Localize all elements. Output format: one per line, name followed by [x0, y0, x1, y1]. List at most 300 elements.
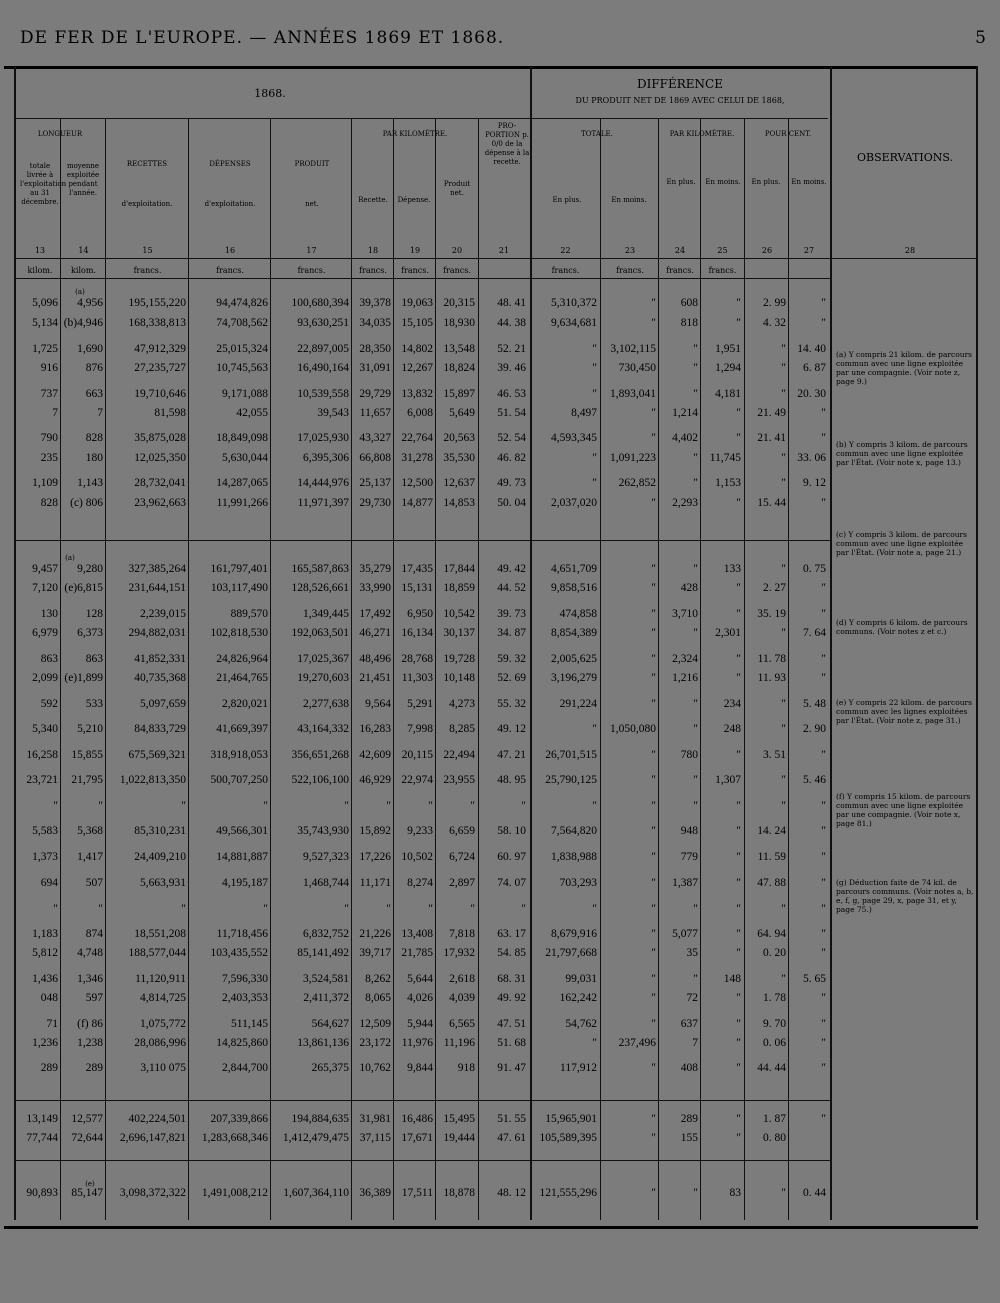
table-cell: ″	[821, 1062, 826, 1074]
table-cell: 7,998	[407, 723, 433, 735]
table-cell: 12,267	[401, 362, 433, 374]
table-cell: 1,214	[672, 407, 698, 419]
table-cell: 48. 41	[497, 297, 526, 309]
table-cell: ″	[821, 407, 826, 419]
table-cell: ″	[470, 903, 475, 915]
table-cell: 408	[680, 1062, 698, 1074]
table-cell: ″	[821, 947, 826, 959]
table-cell: 262,852	[618, 477, 656, 489]
table-cell: 4,402	[672, 432, 698, 444]
col22-heading: En plus.	[552, 196, 582, 204]
table-cell: ″	[651, 1113, 656, 1125]
table-cell: 8,274	[407, 877, 433, 889]
rule	[16, 540, 830, 541]
table-cell: 2,099	[32, 672, 58, 684]
table-cell: ″	[263, 903, 268, 915]
rule	[435, 118, 436, 1220]
table-cell: 2. 27	[763, 582, 786, 594]
rule	[270, 118, 271, 1220]
table-cell: 402,224,501	[128, 1113, 186, 1125]
table-cell: 0. 80	[763, 1132, 786, 1144]
table-cell: ″	[386, 903, 391, 915]
table-cell: ″	[821, 992, 826, 1004]
rule	[744, 118, 745, 1220]
table-cell: 31,278	[401, 452, 433, 464]
table-cell: 128,526,661	[291, 582, 349, 594]
table-cell: 77,744	[26, 1132, 58, 1144]
table-cell: 248	[723, 723, 741, 735]
table-cell: ″	[521, 800, 526, 812]
table-cell: 0. 06	[763, 1037, 786, 1049]
col17-heading-a: PRODUIT	[294, 160, 330, 168]
table-cell: 2,239,015	[140, 608, 186, 620]
table-cell: ″	[821, 800, 826, 812]
table-cell: ″	[736, 432, 741, 444]
table-cell: ″	[821, 825, 826, 837]
table-cell: ″	[651, 653, 656, 665]
table-cell: 21. 41	[757, 432, 786, 444]
table-cell: 52. 54	[497, 432, 526, 444]
table-cell: 4,039	[449, 992, 475, 1004]
table-cell: 54,762	[565, 1018, 597, 1030]
table-cell: ″	[651, 497, 656, 509]
table-cell: 43,164,332	[297, 723, 349, 735]
table-cell: ″	[651, 698, 656, 710]
table-cell: 6,373	[77, 627, 103, 639]
table-cell: 1,468,744	[303, 877, 349, 889]
table-cell: 1,075,772	[140, 1018, 186, 1030]
table-cell: 637	[680, 1018, 698, 1030]
table-cell: 165,587,863	[291, 563, 349, 575]
table-cell: 237,496	[618, 1037, 656, 1049]
table-cell: ″	[592, 903, 597, 915]
rule	[16, 278, 830, 279]
table-cell: ″	[53, 800, 58, 812]
table-cell: ″	[470, 800, 475, 812]
col18-heading: Recette.	[358, 196, 388, 204]
table-cell: ″	[693, 903, 698, 915]
table-cell: ″	[651, 928, 656, 940]
table-cell: ″	[181, 800, 186, 812]
table-cell: ″	[736, 582, 741, 594]
table-cell: 51. 54	[497, 407, 526, 419]
table-cell: 592	[40, 698, 58, 710]
table-cell: 918	[457, 1062, 475, 1074]
table-cell: ″	[736, 297, 741, 309]
table-cell: 4,181	[715, 388, 741, 400]
table-cell: ″	[781, 973, 786, 985]
rule	[830, 66, 832, 1220]
table-cell: 1,143	[77, 477, 103, 489]
table-cell: 94,474,826	[216, 297, 268, 309]
table-cell: 20,115	[401, 749, 433, 761]
table-cell: 522,106,100	[291, 774, 349, 786]
table-cell: 5,663,931	[140, 877, 186, 889]
table-cell: 66,808	[359, 452, 391, 464]
table-cell: 18,849,098	[216, 432, 268, 444]
table-cell: 9,564	[365, 698, 391, 710]
table-cell: ″	[428, 800, 433, 812]
table-cell: ″	[736, 1018, 741, 1030]
table-cell: 13,548	[443, 343, 475, 355]
table-cell: 19,728	[443, 653, 475, 665]
table-cell: 1. 78	[763, 992, 786, 1004]
table-cell: 10,148	[443, 672, 475, 684]
table-cell: 2,403,353	[222, 992, 268, 1004]
table-cell: 46. 53	[497, 388, 526, 400]
table-cell: 31,091	[359, 362, 391, 374]
column-number: 24	[674, 246, 686, 255]
table-cell: 35. 19	[757, 608, 786, 620]
table-cell: 21,451	[359, 672, 391, 684]
table-cell: ″	[651, 432, 656, 444]
table-cell: 15,892	[359, 825, 391, 837]
table-cell: 155	[680, 1132, 698, 1144]
table-cell: ″	[53, 903, 58, 915]
table-cell: 1,417	[77, 851, 103, 863]
table-cell: 17,511	[401, 1187, 433, 1199]
table-cell: ″	[386, 800, 391, 812]
unit-label: francs.	[297, 266, 326, 275]
table-cell: 1,436	[32, 973, 58, 985]
table-cell: 4,195,187	[222, 877, 268, 889]
table-cell: ″	[98, 800, 103, 812]
table-cell: ″	[651, 825, 656, 837]
rule	[351, 118, 352, 1220]
table-cell: 6,008	[407, 407, 433, 419]
column-number: 27	[803, 246, 815, 255]
table-cell: (e)6,815	[64, 582, 103, 594]
table-cell: 780	[680, 749, 698, 761]
table-cell: 90,893	[26, 1187, 58, 1199]
table-cell: 18,930	[443, 317, 475, 329]
table-cell: 8,854,389	[551, 627, 597, 639]
table-cell: 162,242	[559, 992, 597, 1004]
table-cell: ″	[736, 407, 741, 419]
table-cell: ″	[651, 749, 656, 761]
table-cell: ″	[781, 723, 786, 735]
table-cell: ″	[736, 992, 741, 1004]
par-km-heading: PAR KILOMÈTRE.	[382, 130, 448, 138]
rule	[700, 118, 701, 1220]
table-cell: ″	[592, 362, 597, 374]
table-cell: 234	[723, 698, 741, 710]
table-cell: 863	[40, 653, 58, 665]
table-cell: 85,147	[71, 1187, 103, 1199]
rule	[788, 118, 789, 1220]
table-cell: 128	[85, 608, 103, 620]
table-cell: ″	[736, 928, 741, 940]
table-cell: 16,486	[401, 1113, 433, 1125]
table-cell: 13,861,136	[297, 1037, 349, 1049]
table-cell: ″	[821, 653, 826, 665]
table-cell: ″	[651, 877, 656, 889]
table-cell: 14. 40	[797, 343, 826, 355]
table-cell: 511,145	[231, 1018, 268, 1030]
table-cell: 1,725	[32, 343, 58, 355]
table-cell: 42,609	[359, 749, 391, 761]
table-cell: ″	[181, 903, 186, 915]
table-cell: 29,729	[359, 388, 391, 400]
table-cell: 17,025,930	[297, 432, 349, 444]
table-cell: 18,824	[443, 362, 475, 374]
col15-heading-b: d'exploitation.	[121, 200, 173, 208]
table-cell: 1,236	[32, 1037, 58, 1049]
unit-label: francs.	[401, 266, 429, 275]
table-cell: 0. 75	[803, 563, 826, 575]
table-cell: ″	[428, 903, 433, 915]
table-cell: 1,307	[715, 774, 741, 786]
table-cell: 21,785	[401, 947, 433, 959]
table-cell: 180	[85, 452, 103, 464]
table-cell: ″	[693, 723, 698, 735]
table-cell: 7,596,330	[222, 973, 268, 985]
table-cell: 3,110 075	[140, 1062, 186, 1074]
col19-heading: Dépense.	[397, 196, 431, 204]
col16-heading-b: d'exploitation.	[204, 200, 256, 208]
col13-heading: totale livrée à l'exploitation au 31 décembre.	[20, 162, 67, 206]
column-number: 23	[624, 246, 636, 255]
table-cell: ″	[736, 317, 741, 329]
table-cell: 12,637	[443, 477, 475, 489]
table-cell: 22,974	[401, 774, 433, 786]
table-cell: 6,724	[449, 851, 475, 863]
table-cell: 47. 61	[497, 1132, 526, 1144]
table-cell: 876	[85, 362, 103, 374]
table-cell: ″	[821, 1018, 826, 1030]
table-cell: 48. 95	[497, 774, 526, 786]
table-cell: 5. 48	[803, 698, 826, 710]
table-cell: 474,858	[559, 608, 597, 620]
table-cell: 23,955	[443, 774, 475, 786]
table-cell: ″	[821, 297, 826, 309]
table-cell: 84,833,729	[134, 723, 186, 735]
unit-label: francs.	[708, 266, 737, 275]
table-cell: 41,669,397	[216, 723, 268, 735]
table-cell: 33,990	[359, 582, 391, 594]
rule	[16, 118, 828, 119]
table-cell: 048	[40, 992, 58, 1004]
table-cell: ″	[651, 407, 656, 419]
col20-heading: Produit net.	[443, 180, 471, 197]
table-cell: ″	[651, 1062, 656, 1074]
table-cell: 5,210	[77, 723, 103, 735]
table-cell: 2. 99	[763, 297, 786, 309]
table-cell: 779	[680, 851, 698, 863]
table-cell: 105,589,395	[539, 1132, 597, 1144]
table-cell: 14,287,065	[216, 477, 268, 489]
unit-label: francs.	[443, 266, 471, 275]
table-cell: ″	[693, 563, 698, 575]
table-cell: 46,929	[359, 774, 391, 786]
par-km2-heading: PAR KILOMÈTRE.	[669, 130, 735, 138]
table-cell: ″	[651, 627, 656, 639]
column-number: 15	[142, 246, 153, 255]
col26-heading: En plus.	[751, 178, 781, 186]
table-cell: 192,063,501	[291, 627, 349, 639]
table-cell: 1. 87	[763, 1113, 786, 1125]
table-cell: 11. 59	[757, 851, 786, 863]
table-cell: 24,409,210	[134, 851, 186, 863]
table-cell: 11,196	[443, 1037, 475, 1049]
table-cell: 16,490,164	[297, 362, 349, 374]
table-cell: 5,097,659	[140, 698, 186, 710]
table-cell: 6,395,306	[303, 452, 349, 464]
table-cell: 1,838,988	[551, 851, 597, 863]
table-cell: ″	[98, 903, 103, 915]
table-cell: 11. 78	[757, 653, 786, 665]
table-cell: 5,812	[32, 947, 58, 959]
table-cell: 3,102,115	[610, 343, 656, 355]
table-cell: ″	[693, 343, 698, 355]
rule	[16, 258, 976, 259]
table-cell: 9,527,323	[303, 851, 349, 863]
table-cell: 608	[680, 297, 698, 309]
table-cell: 35	[686, 947, 698, 959]
table-cell: 51. 55	[497, 1113, 526, 1125]
table-cell: 6,565	[449, 1018, 475, 1030]
table-cell: 597	[85, 992, 103, 1004]
unit-label: francs.	[216, 266, 244, 275]
table-cell: 30,137	[443, 627, 475, 639]
table-cell: 10,542	[443, 608, 475, 620]
table-cell: ″	[821, 1037, 826, 1049]
table-cell: 6,979	[32, 627, 58, 639]
table-cell: 34. 87	[497, 627, 526, 639]
table-cell: ″	[781, 563, 786, 575]
table-cell: 2,844,700	[222, 1062, 268, 1074]
table-cell: 33. 06	[797, 452, 826, 464]
table-cell: 21. 49	[757, 407, 786, 419]
table-cell: ″	[736, 1132, 741, 1144]
table-cell: ″	[693, 627, 698, 639]
table-cell: ″	[521, 903, 526, 915]
table-cell: 47,912,329	[134, 343, 186, 355]
table-cell: ″	[651, 903, 656, 915]
table-cell: ″	[651, 973, 656, 985]
table-cell: 13,149	[26, 1113, 58, 1125]
table-cell: 17,226	[359, 851, 391, 863]
table-cell: 564,627	[311, 1018, 349, 1030]
observation-note: (b) Y compris 3 kilom. de parcours commun avec une ligne exploitée par l'État. (Voir note x, page 13.)	[836, 440, 968, 467]
table-cell: 49. 42	[497, 563, 526, 575]
table-cell: 20,563	[443, 432, 475, 444]
table-cell: 14,802	[401, 343, 433, 355]
col14-heading: moyenne exploitée pendant l'année.	[66, 162, 100, 197]
table-cell: ″	[736, 749, 741, 761]
table-cell: 72,644	[71, 1132, 103, 1144]
observation-note: (c) Y compris 3 kilom. de parcours commun avec une ligne exploitée par l'État. (Voir note a, page 21.)	[836, 530, 967, 557]
table-cell: 59. 32	[497, 653, 526, 665]
rule	[16, 1100, 830, 1101]
col25-heading: En moins.	[705, 178, 741, 186]
table-cell: 121,555,296	[539, 1187, 597, 1199]
table-cell: 52. 69	[497, 672, 526, 684]
unit-label: francs.	[551, 266, 580, 275]
table-cell: ″	[651, 1187, 656, 1199]
observation-note: (e) Y compris 22 kilom. de parcours commun avec les lignes exploitées par l'État. (Voir note z, page 31.)	[836, 698, 972, 725]
table-cell: ″	[736, 947, 741, 959]
table-cell: 49. 12	[497, 723, 526, 735]
unit-label: francs.	[133, 266, 162, 275]
table-cell: 34,035	[359, 317, 391, 329]
table-cell: 22,494	[443, 749, 475, 761]
table-cell: 23,721	[26, 774, 58, 786]
observation-note: (a) Y compris 21 kilom. de parcours commun avec une ligne exploitée par une compagnie. (Voir note z, page 9.)	[836, 350, 973, 386]
table-cell: 48,496	[359, 653, 391, 665]
table-cell: 51. 68	[497, 1037, 526, 1049]
table-cell: 14,825,860	[216, 1037, 268, 1049]
table-cell: ″	[736, 825, 741, 837]
table-cell: 17,435	[401, 563, 433, 575]
table-cell: ″	[651, 992, 656, 1004]
table-cell: 1,050,080	[610, 723, 656, 735]
totale-heading: TOTALE.	[581, 130, 613, 138]
table-cell: ″	[736, 672, 741, 684]
table-cell: 8,285	[449, 723, 475, 735]
table-cell: 22,764	[401, 432, 433, 444]
table-cell: 2,293	[672, 497, 698, 509]
table-cell: 74. 07	[497, 877, 526, 889]
unit-label: francs.	[616, 266, 644, 275]
table-cell: 8,497	[571, 407, 597, 419]
table-cell: 790	[40, 432, 58, 444]
table-cell: ″	[781, 477, 786, 489]
table-cell: 168,338,813	[128, 317, 186, 329]
table-cell: 737	[40, 388, 58, 400]
table-cell: 47. 51	[497, 1018, 526, 1030]
table-cell: 52. 21	[497, 343, 526, 355]
table-cell: 4,026	[407, 992, 433, 1004]
column-number: 20	[451, 246, 463, 255]
table-cell: ″	[592, 388, 597, 400]
table-cell: 49. 73	[497, 477, 526, 489]
table-cell: 103,117,490	[210, 582, 268, 594]
table-cell: 889,570	[230, 608, 268, 620]
table-cell: 117,912	[560, 1062, 597, 1074]
table-cell: 11,657	[359, 407, 391, 419]
table-cell: 28,768	[401, 653, 433, 665]
table-cell: 10,745,563	[216, 362, 268, 374]
table-cell: ″	[592, 800, 597, 812]
table-cell: 85,310,231	[134, 825, 186, 837]
table-cell: 663	[85, 388, 103, 400]
table-cell: 1,607,364,110	[283, 1187, 349, 1199]
table-cell: 12,025,350	[134, 452, 186, 464]
table-cell: 31,981	[359, 1113, 391, 1125]
rule	[393, 118, 394, 1220]
table-cell: 2,324	[672, 653, 698, 665]
table-cell: ″	[651, 774, 656, 786]
table-cell: 11,991,266	[216, 497, 268, 509]
table-cell: 1,294	[715, 362, 741, 374]
table-cell: 1,491,008,212	[201, 1187, 268, 1199]
table-cell: 1,373	[32, 851, 58, 863]
table-cell: 948	[680, 825, 698, 837]
table-cell: ″	[651, 947, 656, 959]
table-cell: (e)1,899	[64, 672, 103, 684]
table-cell: 188,577,044	[128, 947, 186, 959]
table-cell: 17,025,367	[297, 653, 349, 665]
table-cell: ″	[651, 1132, 656, 1144]
table-cell: 50. 04	[497, 497, 526, 509]
footnote-mark: (a)	[75, 288, 85, 296]
table-cell: ″	[693, 388, 698, 400]
table-cell: 17,932	[443, 947, 475, 959]
table-cell: 5,583	[32, 825, 58, 837]
table-cell: 291,224	[559, 698, 597, 710]
table-cell: 4,273	[449, 698, 475, 710]
